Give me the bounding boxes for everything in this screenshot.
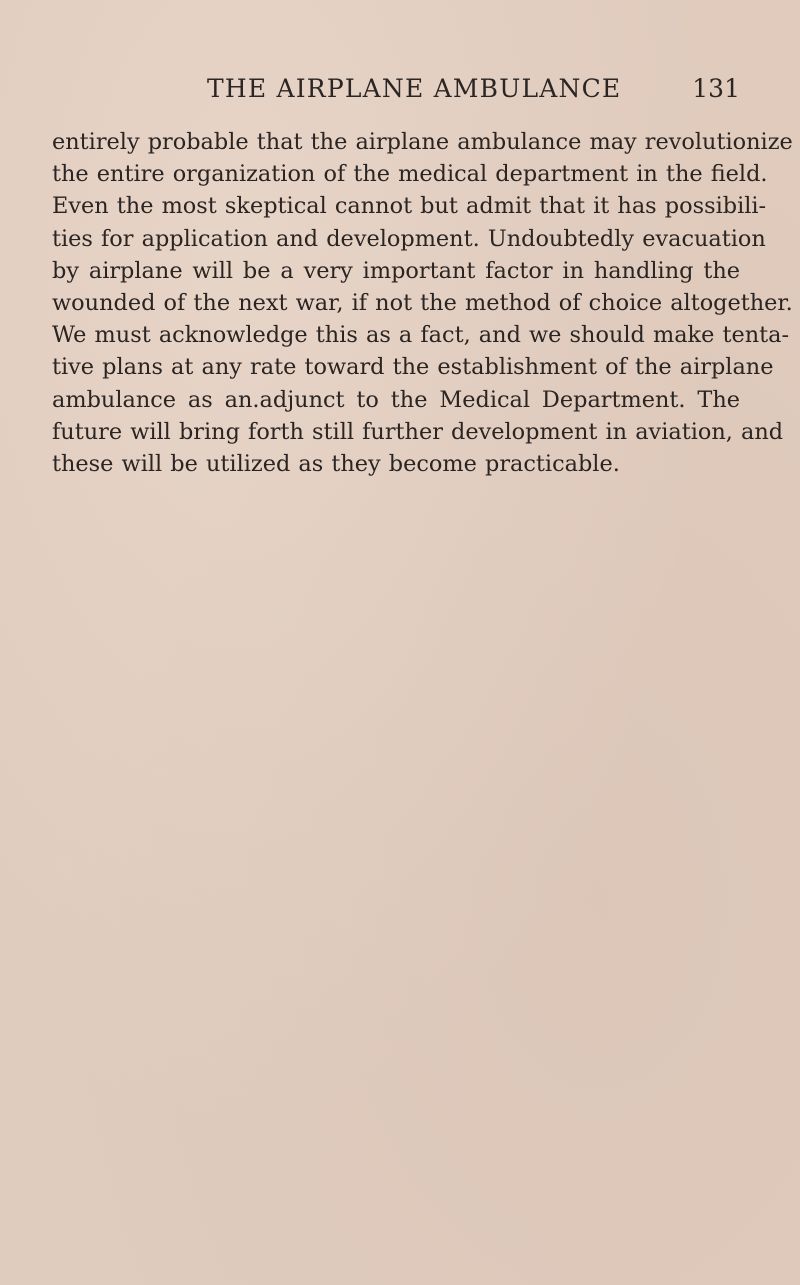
text-line: the entire organization of the medical department in the field. xyxy=(52,161,768,188)
text-line: ties for application and development. Undoubtedly evacuation xyxy=(52,225,766,252)
text-line: entirely probable that the airplane ambulance may revolutionize xyxy=(52,129,793,155)
page-number: 131 xyxy=(692,74,740,103)
text-line: these will be utilized as they become practicable. xyxy=(52,450,620,477)
text-line: wounded of the next war, if not the method of choice altogether. xyxy=(52,289,793,316)
body-paragraph xyxy=(52,126,793,480)
text-line: future will bring forth still further development in aviation, and xyxy=(52,418,784,445)
text-line: Even the most skeptical cannot but admit that it has possibili- xyxy=(52,193,767,220)
running-head xyxy=(52,74,742,114)
running-title: THE AIRPLANE AMBULANCE xyxy=(207,74,622,103)
text-line: We must acknowledge this as a fact, and we should make tenta- xyxy=(52,322,790,349)
text-line: tive plans at any rate toward the establishment of the airplane xyxy=(52,354,774,381)
text-line: ambulance as an.adjunct to the Medical Department. The xyxy=(52,386,740,413)
text-line: by airplane will be a very important factor in handling the xyxy=(52,257,740,284)
